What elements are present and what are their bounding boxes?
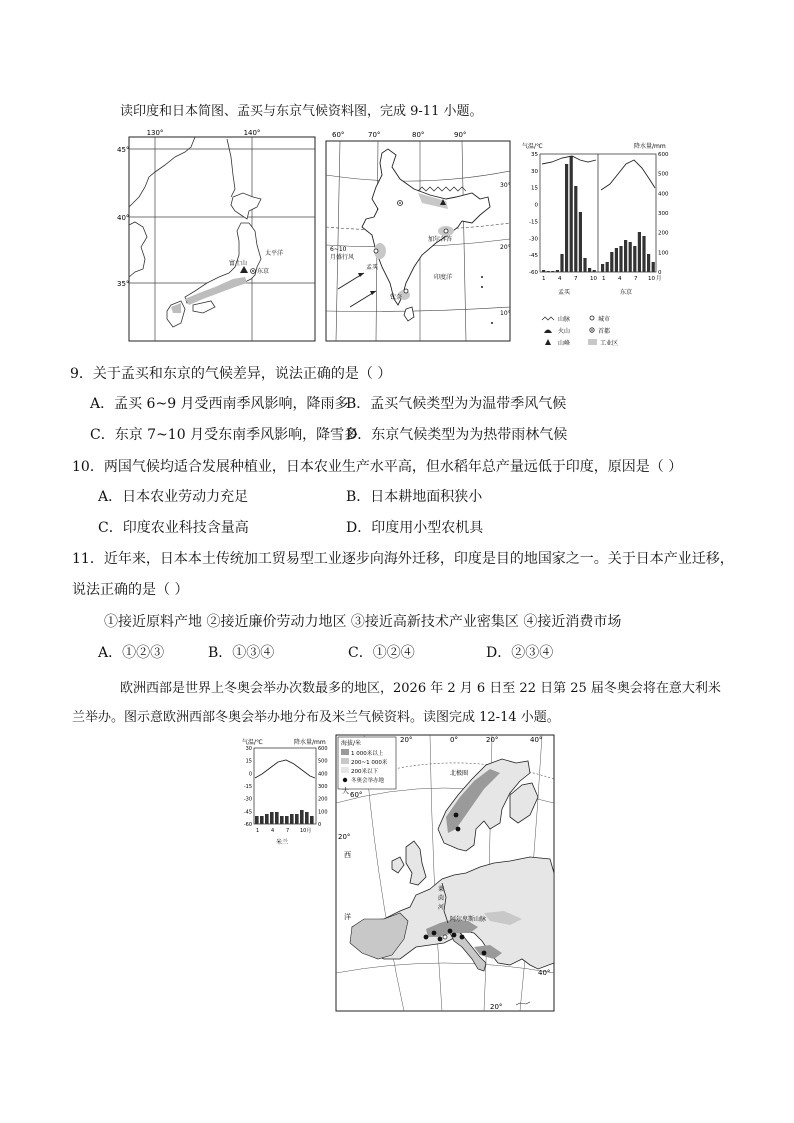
y2-tick-label: 300 — [658, 211, 669, 217]
precip-bar-tokyo — [615, 248, 618, 272]
tokyo-temp-line — [601, 160, 655, 190]
precip-bar-milan — [305, 812, 309, 824]
milan-label: 米兰 — [276, 839, 289, 846]
legend-high-swatch — [341, 749, 349, 755]
ocean-label: 印度洋 — [434, 274, 453, 281]
lat-label: 20° — [338, 833, 351, 841]
y-tick-label: -60 — [243, 822, 252, 828]
ylabel-right: 降水量/mm — [294, 739, 326, 746]
svg-text:河: 河 — [438, 904, 445, 911]
x-tick-label: 1 — [256, 828, 260, 834]
precip-bar-tokyo — [642, 236, 645, 272]
label-da: 大 — [342, 787, 349, 795]
precip-bar-tokyo — [629, 242, 632, 272]
precip-bar-mumbai — [570, 156, 573, 272]
europe-map — [334, 733, 556, 1013]
svg-text:茵: 茵 — [438, 895, 445, 902]
legend-low-swatch — [341, 767, 349, 773]
precip-bar-mumbai — [565, 164, 568, 272]
intro-text-2b: 兰举办。图示意欧洲西部冬奥会举办地分布及米兰气候资料。读图完成 12-14 小题。 — [72, 710, 560, 725]
y-tick-label: 30 — [531, 168, 538, 175]
y-tick-label: -30 — [529, 236, 538, 243]
y2-tick-label: 500 — [658, 171, 669, 178]
precip-bar-milan — [285, 816, 289, 824]
legend-olympic-dot — [343, 778, 347, 782]
lon-label: 20° — [400, 736, 413, 744]
lat-label: 45° — [117, 146, 130, 154]
precip-bar-mumbai — [547, 271, 550, 272]
precip-bar-mumbai — [593, 270, 596, 272]
question-10-stem: 10．两国气候均适合发展种植业，日本农业生产水平高，但水稻年总产量远低于印度，原因是（ ） — [72, 459, 683, 475]
y2-tick-label: 0 — [658, 270, 662, 276]
precip-bar-mumbai — [574, 186, 577, 272]
y2-tick-label: 600 — [658, 152, 669, 158]
x-tick-label: 4 — [271, 828, 275, 834]
milan-temp-line — [255, 760, 315, 778]
legend-label: 1 000米以上 — [351, 751, 384, 757]
legend-mid-swatch — [341, 758, 349, 764]
precip-bar-milan — [295, 814, 299, 824]
chennai-label: 钦奈 — [390, 294, 403, 301]
x-tick-label: 月 — [656, 276, 662, 282]
olympic-host-dot — [482, 951, 487, 956]
mumbai-label: 孟买 — [366, 264, 379, 271]
x-tick-label: 1 — [542, 276, 546, 282]
lon-label: 40° — [530, 736, 543, 744]
x-tick-label: 10 — [648, 276, 655, 282]
y-tick-label: 15 — [245, 758, 252, 765]
precip-bar-milan — [290, 814, 294, 824]
olympic-host-dot — [452, 933, 457, 938]
precip-bar-tokyo — [652, 262, 655, 272]
legend-label: 冬奥会举办地 — [351, 778, 385, 784]
india-legend — [540, 312, 640, 352]
lat-label: 10° — [500, 310, 511, 317]
olympic-host-dot — [456, 827, 461, 832]
y-tick-label: 35 — [531, 152, 538, 158]
mountain-legend-icon — [542, 317, 554, 320]
question-9-stem: 9．关于孟买和东京的气候差异，说法正确的是（ ） — [70, 366, 392, 382]
lat-label: 60° — [350, 791, 363, 799]
x-tick-label: 7 — [286, 828, 290, 834]
y2-tick-label: 300 — [318, 784, 328, 790]
precip-bar-mumbai — [542, 270, 545, 272]
precip-bar-milan — [265, 814, 269, 824]
q10-option-c: C．印度农业科技含量高 — [98, 520, 249, 536]
city-icon — [374, 249, 378, 253]
lat-label: 35° — [117, 280, 130, 288]
y-tick-label: 0 — [534, 202, 538, 209]
lon-label: 20° — [486, 736, 499, 744]
question-11-stem-2: 说法正确的是（ ） — [72, 582, 189, 598]
city1-label: 孟买 — [558, 289, 571, 296]
precip-bar-milan — [260, 816, 264, 824]
precip-bar-tokyo — [610, 252, 613, 272]
precip-bar-milan — [270, 812, 274, 824]
label-yang: 洋 — [344, 913, 351, 921]
precip-bar-tokyo — [647, 254, 650, 272]
q9-option-d: D．东京气候类型为为热带雨林气候 — [346, 427, 568, 443]
q11-items: ①接近原料产地 ②接近廉价劳动力地区 ③接近高新技术产业密集区 ④接近消费市场 — [104, 614, 622, 630]
olympic-host-dot — [454, 813, 459, 818]
precip-bar-mumbai — [583, 258, 586, 272]
legend-label: 200米以下 — [351, 769, 378, 775]
wind-label: 6~10 — [330, 246, 347, 253]
y-tick-label: -45 — [243, 809, 252, 816]
precip-bar-tokyo — [624, 240, 627, 272]
mumbai-temp-line — [542, 156, 596, 164]
precip-bar-milan — [255, 816, 259, 824]
ylabel-right: 降水量/mm — [634, 143, 666, 150]
legend-label: 山脉 — [558, 316, 571, 323]
olympic-host-dot — [432, 931, 437, 936]
y-tick-label: 0 — [248, 771, 252, 778]
precip-bar-mumbai — [551, 271, 554, 272]
industrial-legend-icon — [588, 339, 597, 345]
olympic-host-dot — [460, 935, 465, 940]
legend-label: 工业区 — [600, 340, 619, 347]
q11-option-d: D．②③④ — [486, 645, 554, 661]
svg-text:月盛行风: 月盛行风 — [330, 254, 355, 261]
precip-bar-mumbai — [560, 254, 563, 272]
lon-label: 80° — [412, 131, 425, 139]
x-tick-label: 4 — [618, 276, 622, 282]
precip-bar-tokyo — [619, 246, 622, 272]
rhine-label: 莱 — [438, 886, 445, 893]
x-tick-label: 7 — [634, 276, 638, 282]
precip-bar-mumbai — [588, 268, 591, 272]
lon-label: 140° — [243, 129, 261, 137]
precip-bar-milan — [280, 816, 284, 824]
label-xi: 西 — [344, 851, 351, 859]
precip-bar-tokyo — [633, 246, 636, 272]
q11-option-c: C．①②④ — [348, 645, 415, 661]
legend-label: 首都 — [598, 328, 611, 335]
fuji-label: 富士山 — [229, 260, 248, 267]
legend-label: 火山 — [558, 328, 571, 335]
y2-tick-label: 100 — [658, 250, 669, 257]
y-tick-label: -15 — [243, 784, 252, 790]
y-tick-label: -15 — [529, 219, 538, 226]
pacific-label: 太平洋 — [265, 250, 284, 257]
x-tick-label: 10 — [590, 276, 597, 282]
lat-label: 40° — [117, 214, 130, 222]
x-tick-label: 1 — [602, 276, 606, 282]
y2-tick-label: 100 — [318, 809, 328, 816]
peak-legend-icon — [545, 339, 551, 345]
q11-option-a: A．①②③ — [98, 645, 165, 661]
india-map — [322, 127, 518, 345]
y-tick-label: -30 — [243, 796, 252, 803]
precip-bar-tokyo — [638, 232, 641, 272]
olympic-host-dot — [424, 935, 429, 940]
precip-bar-mumbai — [579, 212, 582, 272]
tokyo-label: 东京 — [257, 268, 270, 275]
lon-label: 90° — [454, 131, 467, 139]
lat-label: 20° — [500, 244, 511, 251]
alps-label: 阿尔卑斯山脉 — [450, 916, 487, 923]
precip-bar-mumbai — [556, 270, 559, 272]
precip-bar-milan — [310, 816, 314, 824]
climate-chart-milan — [236, 738, 334, 848]
ylabel-left: 气温/℃ — [242, 739, 263, 746]
legend-label: 城市 — [598, 316, 611, 323]
lat-label: 30° — [500, 182, 511, 189]
kolkata-label: 加尔各答 — [428, 236, 453, 243]
milan-city-icon — [443, 935, 447, 939]
y-tick-label: -45 — [529, 253, 538, 260]
climate-chart-mumbai-tokyo — [522, 140, 682, 320]
lat-label: 40° — [538, 969, 551, 977]
q10-option-d: D．印度用小型农机具 — [346, 520, 484, 536]
intro-text-1: 读印度和日本简图、孟买与东京气候资料图，完成 9-11 小题。 — [120, 104, 483, 119]
city-icon — [404, 289, 408, 293]
y-tick-label: -60 — [529, 270, 538, 276]
precip-bar-milan — [300, 810, 304, 824]
question-11-stem: 11．近年来，日本本土传统加工贸易型工业逐步向海外迁移，印度是目的地国家之一。关于日本产业迁移， — [72, 551, 734, 567]
q9-option-c: C．东京 7~10 月受东南季风影响，降雪多 — [90, 427, 359, 443]
x-tick-label: 7 — [574, 276, 578, 282]
y2-tick-label: 400 — [658, 191, 669, 198]
precip-bar-milan — [275, 812, 279, 824]
precip-bar-tokyo — [601, 264, 604, 272]
city2-label: 东京 — [620, 289, 633, 296]
ylabel-left: 气温/℃ — [522, 143, 543, 150]
city-legend-icon — [590, 316, 594, 320]
q10-option-a: A．日本农业劳动力充足 — [98, 489, 249, 505]
lon-label: 70° — [368, 131, 381, 139]
lon-label: 20° — [490, 1003, 503, 1011]
legend-label: 山峰 — [558, 340, 571, 347]
y-tick-label: 30 — [245, 746, 252, 752]
legend-label: 200~1 000米 — [351, 760, 388, 766]
precip-bar-tokyo — [606, 262, 609, 272]
lon-label: 0° — [450, 736, 458, 744]
olympic-host-dot — [438, 937, 443, 942]
y2-tick-label: 200 — [318, 796, 328, 803]
q11-option-b: B．①③④ — [208, 645, 275, 661]
y2-tick-label: 500 — [318, 758, 328, 765]
legend-title: 海拔/米 — [341, 740, 362, 747]
intro-text-2: 欧洲西部是世界上冬奥会举办次数最多的地区，2026 年 2 月 6 日至 22 日第 25 届冬奥会将在意大利米 — [120, 681, 721, 696]
volcano-legend-icon — [544, 330, 552, 334]
arctic-label: 北极圈 — [450, 770, 469, 777]
y2-tick-label: 200 — [658, 230, 669, 237]
q9-option-a: A．孟买 6~9 月受西南季风影响，降雨多 — [90, 396, 349, 412]
olympic-host-dot — [448, 929, 453, 934]
lon-label: 60° — [332, 131, 345, 139]
city-icon — [444, 229, 448, 233]
y2-tick-label: 400 — [318, 771, 328, 778]
x-tick-label: 4 — [558, 276, 562, 282]
x-tick-label: 10月 — [300, 828, 312, 834]
y-tick-label: 15 — [531, 185, 538, 192]
japan-map — [115, 127, 317, 345]
q10-option-b: B．日本耕地面积狭小 — [346, 489, 483, 505]
q9-option-b: B．孟买气候类型为为温带季风气候 — [346, 396, 567, 412]
lon-label: 130° — [146, 129, 164, 137]
y2-tick-label: 0 — [318, 822, 322, 828]
y2-tick-label: 600 — [318, 746, 328, 752]
